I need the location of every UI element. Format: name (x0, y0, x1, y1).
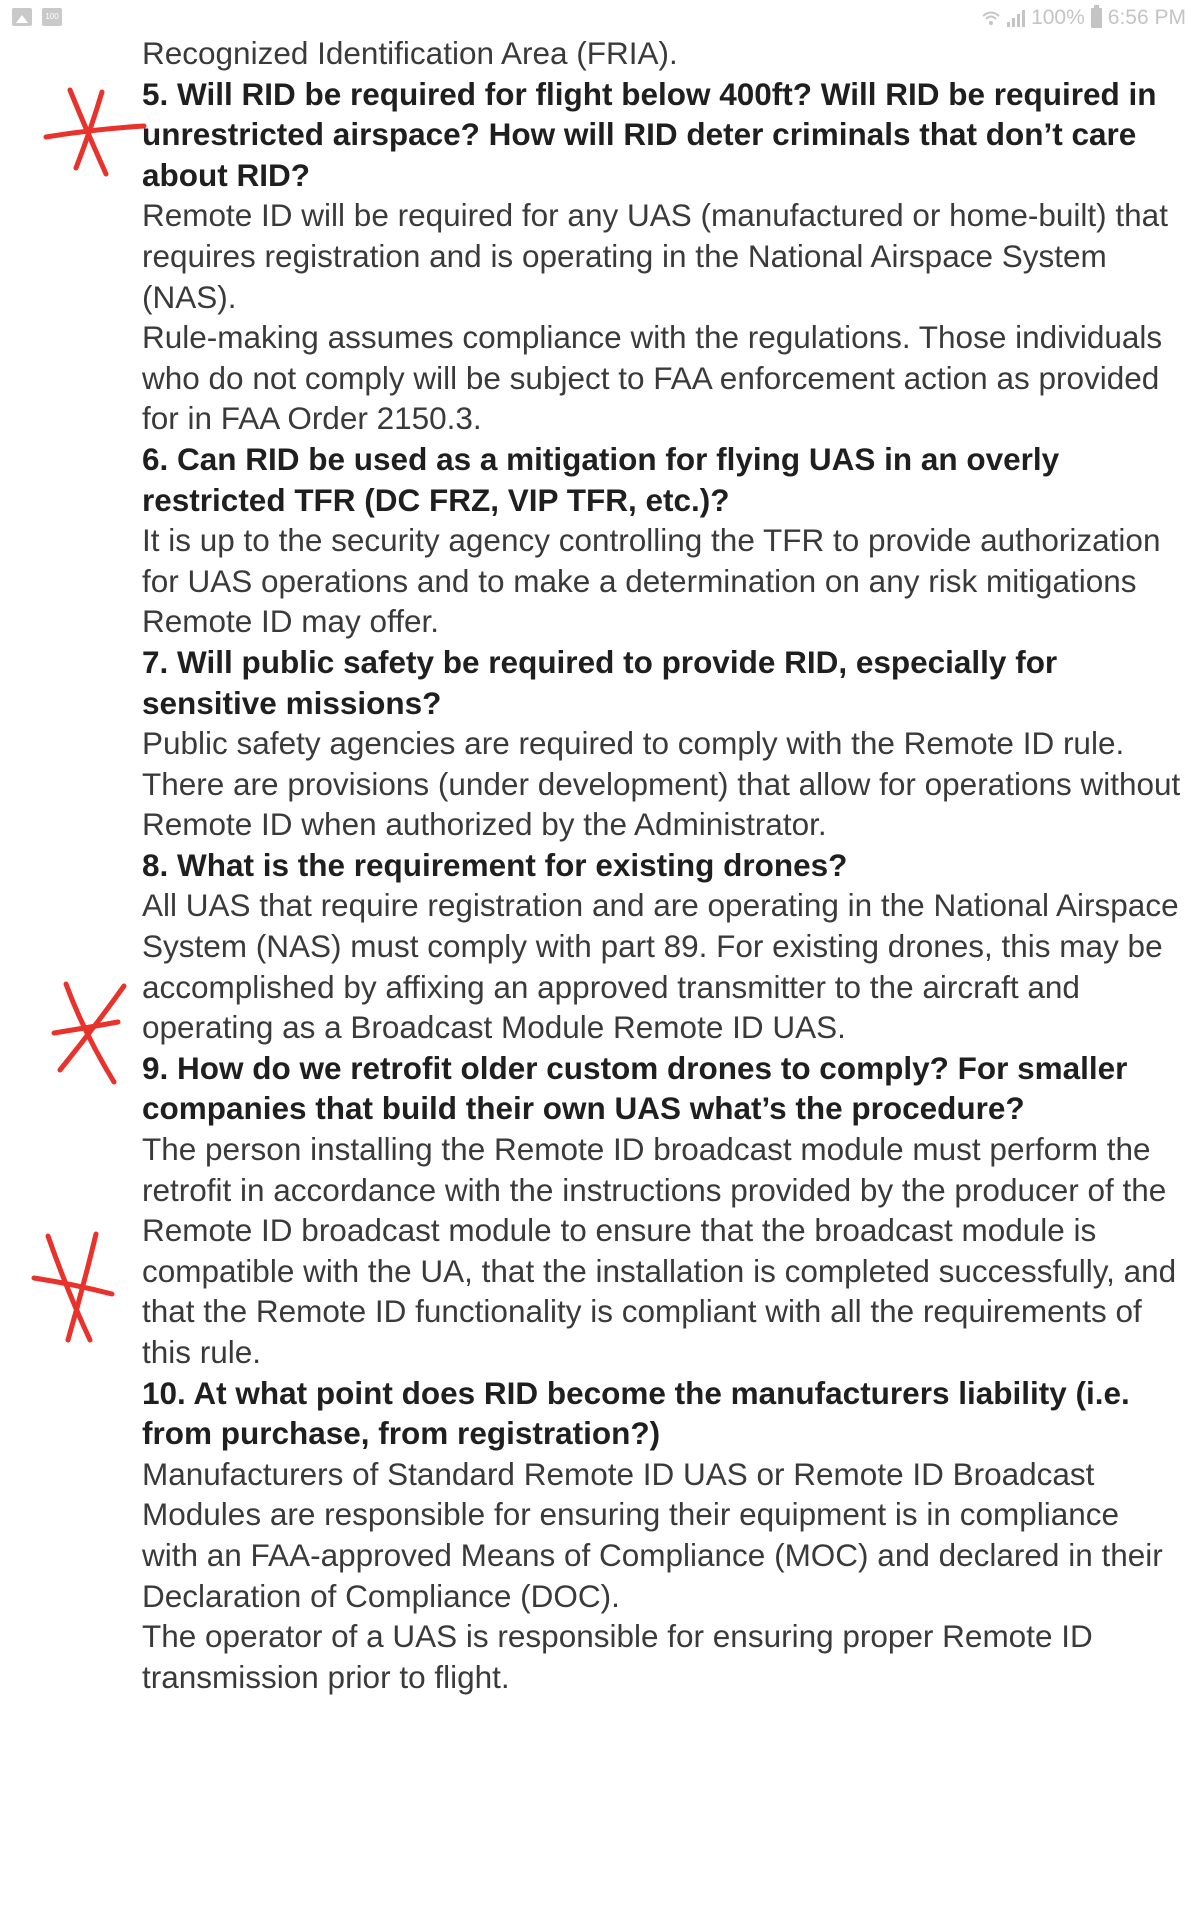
status-right (981, 6, 1186, 30)
clock: 6:56 PM (1107, 6, 1186, 29)
document-body (142, 33, 1182, 1697)
answer-10-part-2: The operator of a UAS is responsible for ensuring proper Remote ID transmission prior to flight. (142, 1618, 1093, 1695)
question-7: 7. Will public safety be required to provide RID, especially for sensitive missions? (142, 643, 1058, 721)
question-6: 6. Can RID be used as a mitigation for flying UAS in an overly restricted TFR (DC FRZ, VIP TFR, etc.)? (142, 440, 1060, 518)
answer-7: Public safety agencies are required to comply with the Remote ID rule. There are provisions (under development) that allow for operations without Remote ID when authorized by the Administrator. (142, 725, 1181, 843)
battery-icon (1091, 8, 1102, 28)
status-left-icons (12, 8, 62, 26)
top-fragment: Recognized Identification Area (FRIA). (142, 35, 678, 71)
battery-percent: 100% (1031, 6, 1085, 29)
wifi-icon (981, 10, 1001, 26)
red-asterisk-mark-3 (28, 1228, 118, 1348)
answer-5-part-1: Remote ID will be required for any UAS (manufactured or home-built) that requires registration and is operating in the National Airspace System (NAS). (142, 197, 1168, 315)
answer-5-part-2: Rule-making assumes compliance with the regulations. Those individuals who do not comply will be subject to FAA enforcement action as provided for in FAA Order 2150.3. (142, 319, 1163, 437)
question-8: 8. What is the requirement for existing drones? (142, 846, 848, 883)
answer-8: All UAS that require registration and are operating in the National Airspace System (NAS) must comply with part 89. For existing drones, this may be accomplished by affixing an approved transmitter to the aircraft and operating as a Broadcast Module Remote ID UAS. (142, 887, 1179, 1046)
question-9: 9. How do we retrofit older custom drones to comply? For smaller companies that build their own UAS what’s the procedure? (142, 1049, 1128, 1127)
red-asterisk-mark-1 (40, 82, 150, 182)
gallery-icon (12, 8, 32, 26)
red-asterisk-mark-2 (44, 978, 134, 1088)
question-5: 5. Will RID be required for flight below 400ft? Will RID be required in unrestricted airspace? How will RID deter criminals that don’t care about RID? (142, 75, 1157, 193)
answer-6: It is up to the security agency controlling the TFR to provide authorization for UAS operations and to make a determination on any risk mitigations Remote ID may offer. (142, 522, 1161, 640)
answer-10-part-1: Manufacturers of Standard Remote ID UAS or Remote ID Broadcast Modules are responsible for ensuring their equipment is in compliance with an FAA-approved Means of Compliance (MOC) and declared in their Declaration of Compliance (DOC). (142, 1455, 1163, 1614)
signal-icon (1007, 9, 1025, 27)
badge-icon: 100 (42, 8, 62, 26)
question-10: 10. At what point does RID become the manufacturers liability (i.e. from purchase, from registration?) (142, 1374, 1130, 1452)
answer-9: The person installing the Remote ID broadcast module must perform the retrofit in accordance with the instructions provided by the producer of the Remote ID broadcast module to ensure that the broadcast module is compatible with the UA, that the installation is completed successfully, and that the Remote ID functionality is compliant with all the requirements of this rule. (142, 1131, 1177, 1370)
